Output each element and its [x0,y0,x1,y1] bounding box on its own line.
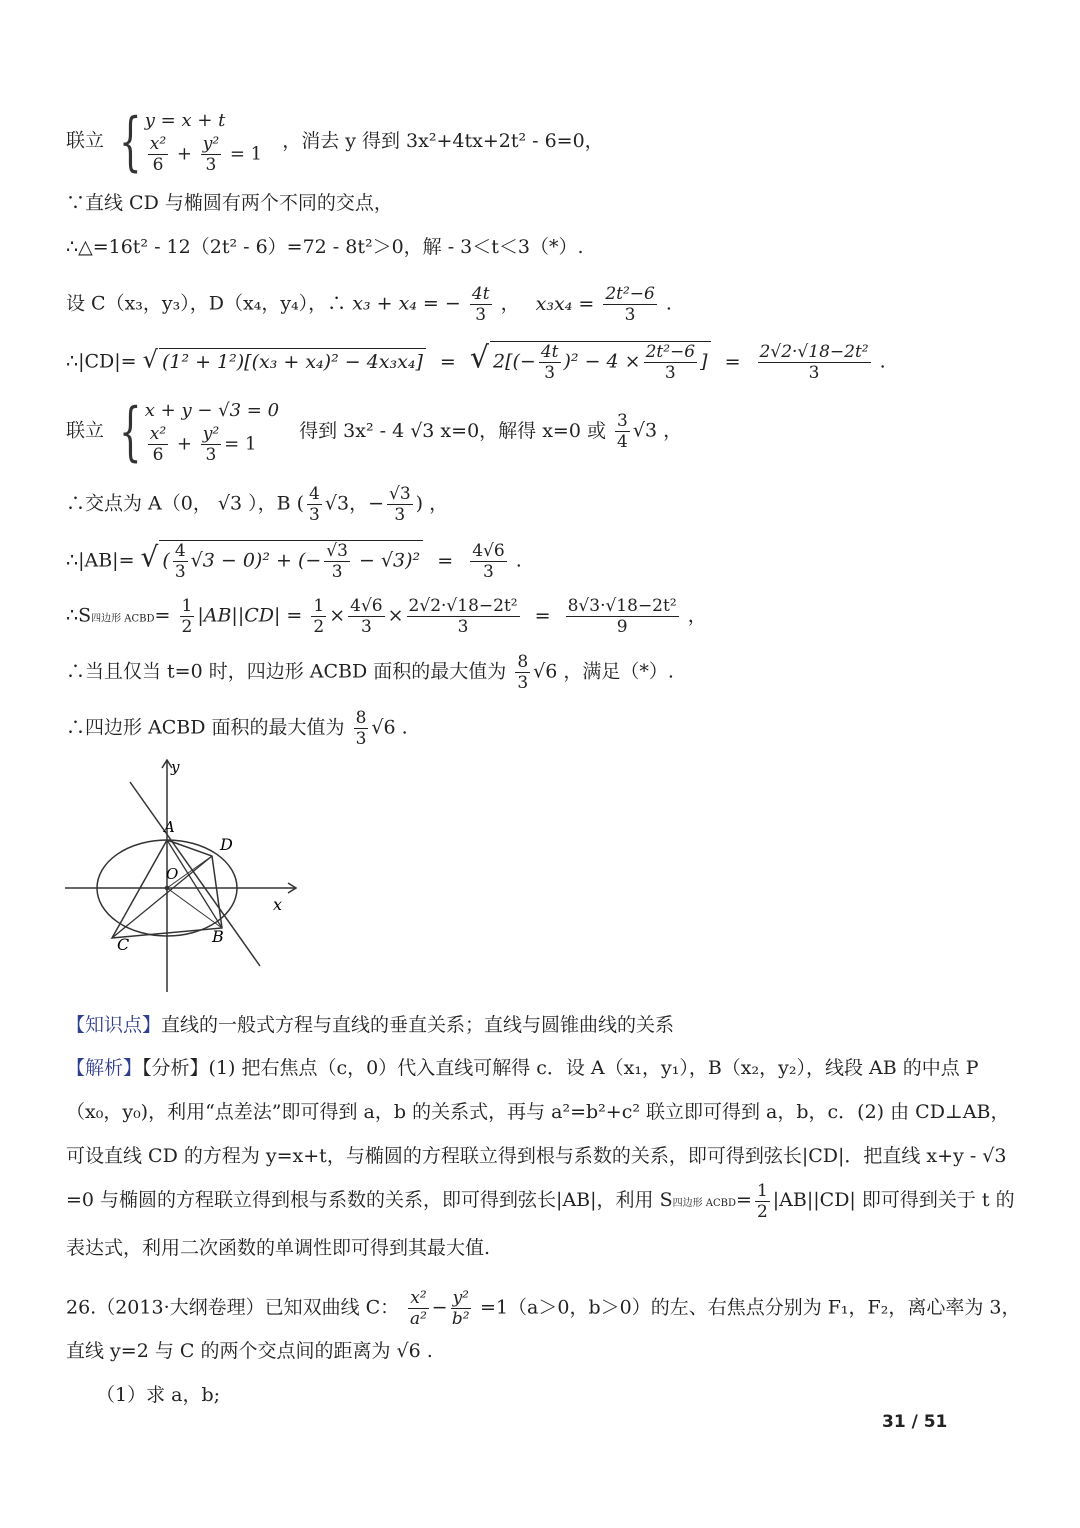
line-intersections: ∴交点为 A（0， √3 ），B ( $\frac{4}{3}$ √3，− $\frac{√3}{3}$ ) ， [66,484,449,525]
line-cd-length: ∴|CD|= √ (1² + 1²)[(x₃ + x₄)² − 4x₃x₄] = √ 2[(− $\frac{4t}{3}$ )² − 4 × $\frac{\text{2t²−6}}{3}$ ] = $\frac{\text{2√2·√18−2t²}}{3}$ . [66,340,886,383]
equation-system: { y = x + t $\frac{\text{x²}}{6}$ + $\frac{\text{y²}}{3}$ = 1 [119,104,263,179]
analysis-sub: 【分析】 [142,1057,209,1079]
analysis-tag: 【解析】 [66,1057,143,1079]
line-ab-length: ∴|AB|= √ ( $\frac{4}{3}$ √3 − 0)² + (− $\frac{√3}{3}$ − √3)² = $\frac{4√6}{3}$ . [66,540,522,582]
page-number: 31 / 51 [882,1412,948,1432]
line-system-1 [66,104,604,179]
label-o: O [166,865,179,883]
label-c: C [117,935,130,954]
line-2: ∵直线 CD 与椭圆有两个不同的交点， [66,192,393,214]
label-y: y [171,758,180,776]
line-max-2: ∴四边形 ACBD 面积的最大值为 $\frac{8}{3}$ √6 . [66,708,408,749]
line-max-1: ∴当且仅当 t=0 时，四边形 ACBD 面积的最大值为 $\frac{8}{3}$ √6 ，满足（*）. [66,652,674,693]
knowledge-point: 【知识点】直线的一般式方程与直线的垂直关系；直线与圆锥曲线的关系 [66,1014,675,1036]
question-26-part1: （1）求 a，b; [96,1384,221,1406]
eq-line-cd: y = x + t [144,110,226,131]
text-eliminate: ，消去 y 得到 3x²+4tx+2t² - 6=0， [282,129,604,152]
label-a: A [164,818,175,836]
ellipse-figure [60,752,310,997]
label-x: x [273,895,283,914]
label-d: D [220,835,233,854]
line-area: ∴S四边形 ACBD= $\frac{1}{2}$ |AB||CD| = $\frac{1}{2}$ × $\frac{4√6}{3}$ × $\frac{\text{2√2·√18−2t²}}{3}$ = $\frac{\text{8√3·√18−2t²}}{9}$ ， [66,596,707,637]
eq-ellipse: $\frac{\text{x²}}{6}$ + $\frac{\text{y²}}{3}$ = 1 [149,134,263,175]
label-b: B [212,927,224,946]
knowledge-tag: 【知识点】 [66,1014,162,1036]
question-26: 26.（2013·大纲卷理）已知双曲线 C： $\frac{\text{x²}}{\text{a²}}$ − $\frac{\text{y²}}{\text{b²}}$ =1（a＞0，b＞0）的左、右焦点分别为 F₁，F₂，离心率为 3， [66,1288,1021,1329]
line-ab [130,782,260,966]
text-lead: 联立 [66,129,105,152]
analysis-paragraph: 【解析】【分析】(1) 把右焦点（c，0）代入直线可解得 c．设 A（x₁，y₁），B（x₂，y₂），线段 AB 的中点 P（x₀，y₀)，利用“点差法”即可得到 a，b 的关系式，再与 a²=b²+c² 联立即可得到 a，b，c．(2) 由 CD⊥AB，可设直线 CD 的方程为 y=x+t，与椭圆的方程联立得到根与系数的关系，即可得到弦长|CD|．把直线 x+y - √3 =0 与椭圆的方程联立得到根与系数的关系，即可得到弦长|AB|，利用 S四边形 ACBD= $\frac{1}{2}$ |AB||CD| 即可得到关于 t 的表达式，利用二次函数的单调性即可得到其最大值. [66,1057,1015,1259]
line-3: ∴△=16t² - 12（2t² - 6）=72 - 8t²＞0，解 - 3＜t＜3（*）. [66,236,584,258]
line-system-2: 联立 { x + y − √3 = 0 $\frac{\text{x²}}{6}$ + $\frac{\text{y²}}{3}$ = 1 得到 3x² - 4 √3 x=0，解得 x=0 或 $\frac{3}{4}$ √3 ， [66,394,683,469]
line-4: 设 C（x₃，y₃），D（x₄，y₄），∴ x₃ + x₄ = − $\frac{4t}{3}$ ， x₃x₄ = $\frac{\text{2t²−6}}{3}$ . [66,284,672,325]
question-26-line2: 直线 y=2 与 C 的两个交点间的距离为 √6 . [66,1340,433,1362]
